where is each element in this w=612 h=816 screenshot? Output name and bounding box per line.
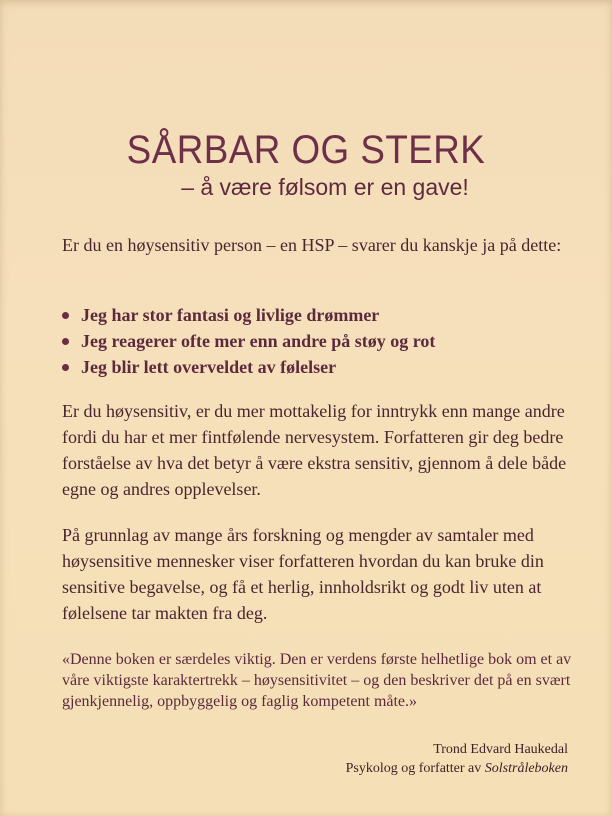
author-work: Solstråleboken [484, 761, 568, 776]
book-subtitle: – å være følsom er en gave! [181, 174, 469, 200]
endorsement-quote: «Denne boken er særdeles viktig. Den er verdens første helhetlige bok om et av våre viktigste karaktertrekk – høysensitivitet – og den beskriver det på en svært gjenkjennelig, oppbyggelig og faglig kompetent måte.» [62, 651, 572, 710]
bullet-item [62, 302, 582, 328]
description-paragraph-2: På grunnlag av mange års forskning og mengder av samtaler med høysensitive mennesker viser forfatteren hvordan du kan bruke din sensitive begavelse, og få et herlig, innholdsrikt og godt liv uten at følelsene tar makten fra deg. [62, 525, 544, 623]
bullet-icon [62, 338, 69, 345]
bullet-text: Jeg reagerer ofte mer enn andre på støy og rot [81, 331, 436, 351]
author-title: Psykolog og forfatter av [345, 761, 482, 776]
bullet-text: Jeg blir lett overveldet av følelser [81, 357, 337, 377]
author-name: Trond Edvard Haukedal [433, 742, 568, 757]
description-paragraph-1: Er du høysensitiv, er du mer mottakelig for inntrykk enn mange andre fordi du har et mer fintfølende nervesystem. Forfatteren gir deg bedre forståelse av hva det betyr å være ekstra sensitiv, gjennom å dele både egne og andres opplevelser. [62, 401, 567, 499]
bullet-text: Jeg har stor fantasi og livlige drømmer [81, 305, 380, 325]
bullet-icon [62, 312, 69, 319]
intro-text: Er du en høysensitiv person – en HSP – svarer du kanskje ja på dette: [62, 235, 562, 255]
bullet-item [62, 328, 582, 354]
book-title: SÅRBAR OG STERK [126, 128, 486, 172]
quote-attribution [346, 740, 568, 778]
bullet-list [62, 302, 582, 380]
author-credentials [346, 759, 568, 778]
bullet-item [62, 354, 582, 380]
bullet-icon [62, 364, 69, 371]
